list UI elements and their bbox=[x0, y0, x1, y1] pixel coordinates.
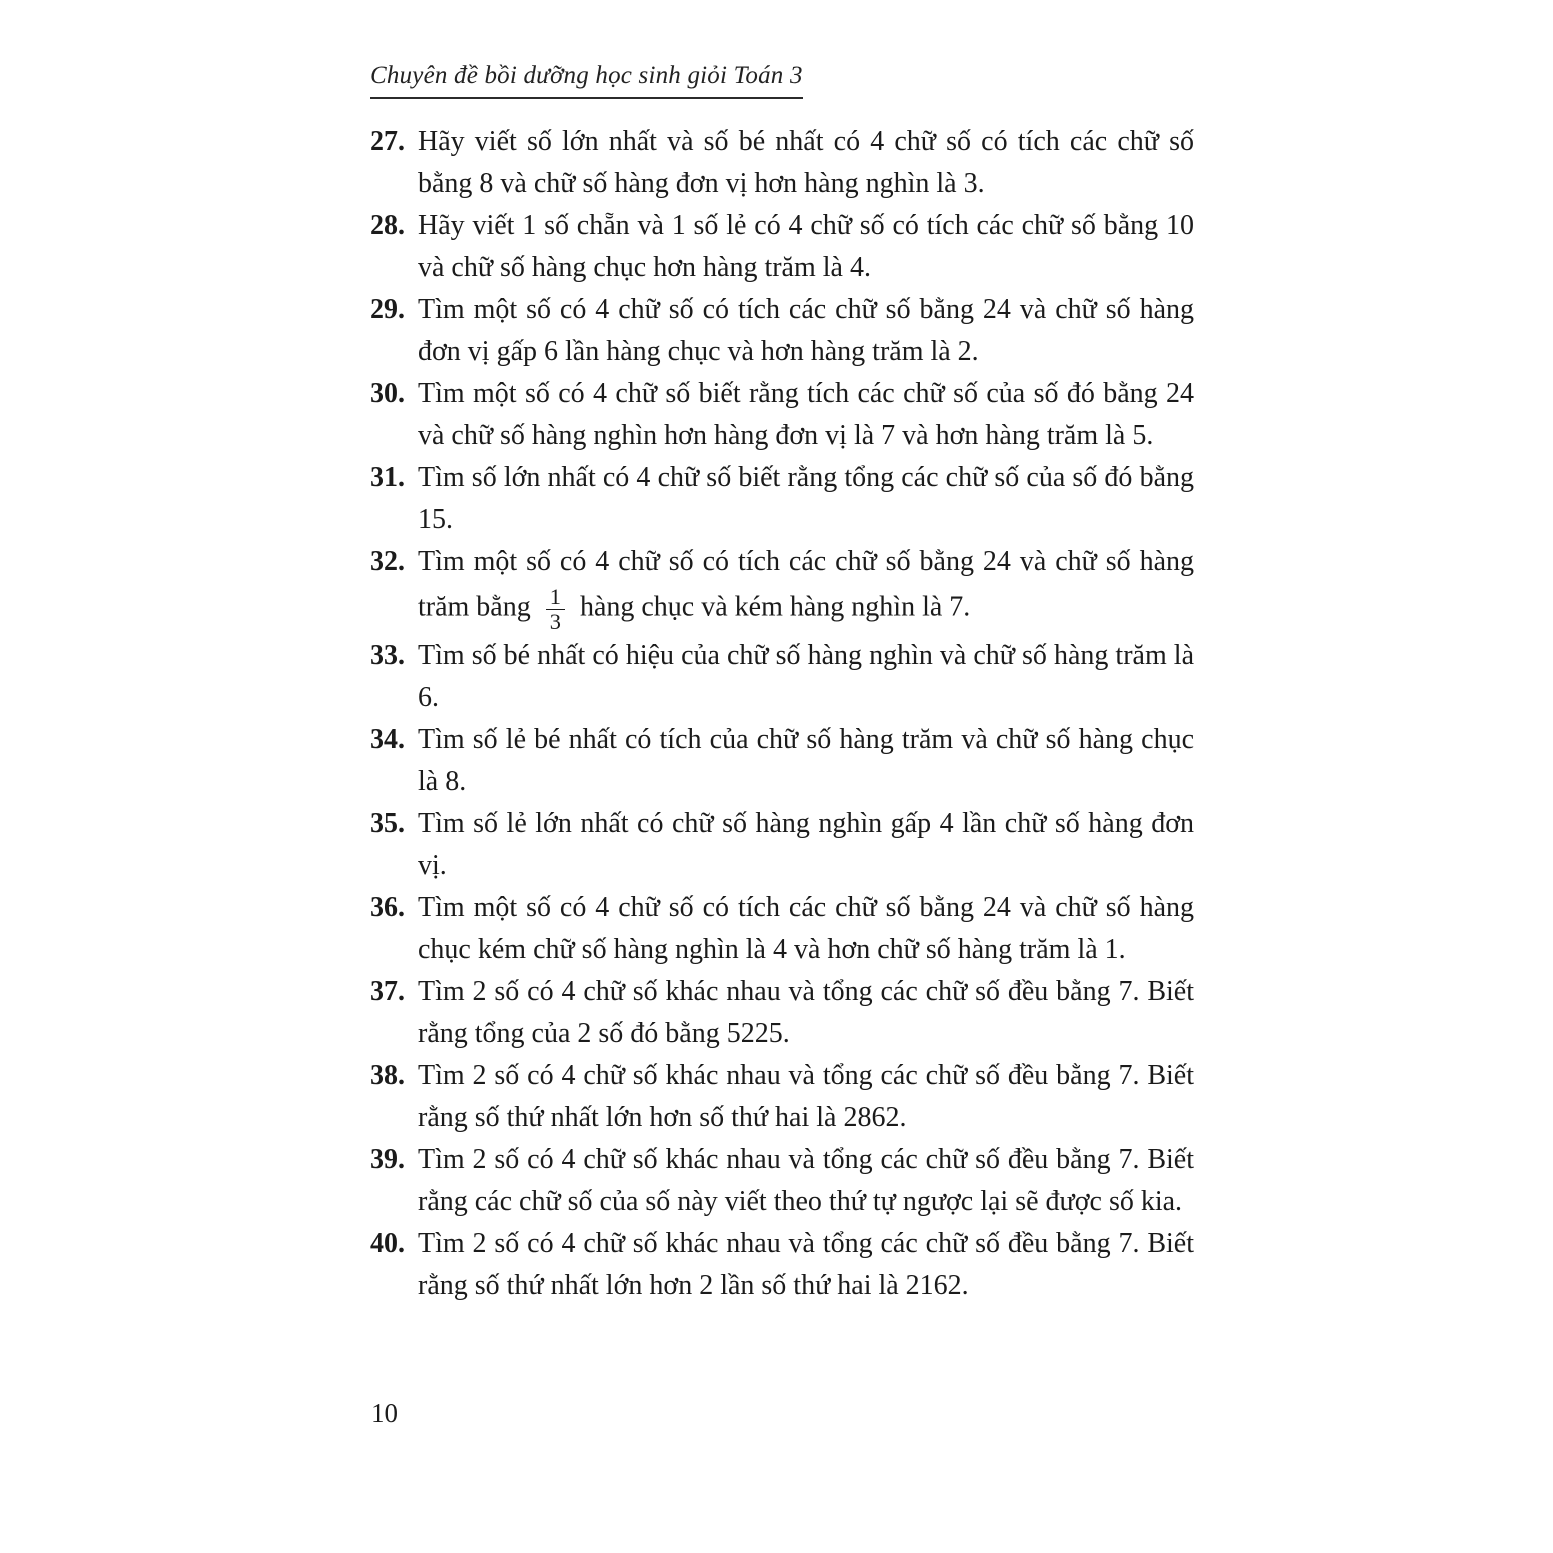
problem-text: Tìm 2 số có 4 chữ số khác nhau và tổng các chữ số đều bằng 7. Biết rằng tổng của 2 số đó bằng 5225. bbox=[418, 976, 1194, 1050]
problem-text: Tìm một số có 4 chữ số có tích các chữ số bằng 24 và chữ số hàng đơn vị gấp 6 lần hàng chục và hơn hàng trăm là 2. bbox=[418, 294, 1194, 367]
problem-text: Tìm số bé nhất có hiệu của chữ số hàng nghìn và chữ số hàng trăm là 6. bbox=[418, 640, 1194, 714]
problem-text: Tìm 2 số có 4 chữ số khác nhau và tổng các chữ số đều bằng 7. Biết rằng số thứ nhất lớn hơn 2 lần số thứ hai là 2162. bbox=[418, 1228, 1194, 1302]
problem-item-37 bbox=[370, 971, 1194, 1055]
problem-item-39 bbox=[370, 1139, 1194, 1223]
problem-number: 35. bbox=[370, 808, 405, 840]
problem-item-32 bbox=[370, 541, 1194, 635]
problem-number: 29. bbox=[370, 294, 405, 325]
problem-item-29 bbox=[370, 289, 1194, 373]
problem-item-38 bbox=[370, 1055, 1194, 1139]
problem-text: Hãy viết 1 số chẵn và 1 số lẻ có 4 chữ số có tích các chữ số bằng 10 và chữ số hàng chục hơn hàng trăm là 4. bbox=[418, 210, 1194, 283]
problem-number: 33. bbox=[370, 640, 405, 672]
problem-item-35 bbox=[370, 803, 1194, 887]
problem-number: 37. bbox=[370, 976, 405, 1008]
problem-number: 40. bbox=[370, 1228, 405, 1260]
problem-text-before: Tìm một số có 4 chữ số có tích các chữ số bằng 24 và chữ số hàng trăm bằng bbox=[418, 546, 1194, 623]
problem-number: 28. bbox=[370, 210, 405, 241]
page-number: 10 bbox=[371, 1398, 398, 1428]
problem-number: 36. bbox=[370, 892, 405, 924]
problem-text: Tìm 2 số có 4 chữ số khác nhau và tổng các chữ số đều bằng 7. Biết rằng các chữ số của số này viết theo thứ tự ngược lại sẽ được số kia. bbox=[418, 1144, 1194, 1218]
problem-text: Tìm số lẻ lớn nhất có chữ số hàng nghìn gấp 4 lần chữ số hàng đơn vị. bbox=[418, 808, 1194, 882]
fraction-numerator: 1 bbox=[549, 584, 561, 609]
problem-number: 38. bbox=[370, 1060, 405, 1092]
problem-text: Tìm 2 số có 4 chữ số khác nhau và tổng các chữ số đều bằng 7. Biết rằng số thứ nhất lớn hơn số thứ hai là 2862. bbox=[418, 1060, 1194, 1134]
problem-item-34 bbox=[370, 719, 1194, 803]
problem-item-31 bbox=[370, 457, 1194, 541]
problem-number: 39. bbox=[370, 1144, 405, 1176]
problem-text: Hãy viết số lớn nhất và số bé nhất có 4 chữ số có tích các chữ số bằng 8 và chữ số hàng đơn vị hơn hàng nghìn là 3. bbox=[418, 126, 1194, 199]
problem-item-36 bbox=[370, 887, 1194, 971]
problem-number: 27. bbox=[370, 126, 405, 157]
problem-item-27 bbox=[370, 121, 1194, 205]
page-header: Chuyên đề bồi dưỡng học sinh giỏi Toán 3 bbox=[370, 62, 803, 99]
problem-text: Tìm một số có 4 chữ số biết rằng tích các chữ số của số đó bằng 24 và chữ số hàng nghìn hơn hàng đơn vị là 7 và hơn hàng trăm là 5. bbox=[418, 378, 1194, 451]
problem-text: Tìm một số có 4 chữ số có tích các chữ số bằng 24 và chữ số hàng chục kém chữ số hàng nghìn là 4 và hơn chữ số hàng trăm là 1. bbox=[418, 892, 1194, 966]
problem-item-30 bbox=[370, 373, 1194, 457]
fraction-one-third bbox=[546, 585, 565, 633]
problem-number: 34. bbox=[370, 724, 405, 756]
problem-text: Tìm số lớn nhất có 4 chữ số biết rằng tổng các chữ số của số đó bằng 15. bbox=[418, 462, 1194, 535]
problem-item-40 bbox=[370, 1223, 1194, 1307]
problem-number: 32. bbox=[370, 546, 405, 577]
problem-item-28 bbox=[370, 205, 1194, 289]
problem-item-33 bbox=[370, 635, 1194, 719]
fraction-denominator: 3 bbox=[546, 609, 565, 634]
problem-number: 31. bbox=[370, 462, 405, 493]
problem-text-after: hàng chục và kém hàng nghìn là 7. bbox=[579, 591, 971, 623]
problem-text: Tìm số lẻ bé nhất có tích của chữ số hàng trăm và chữ số hàng chục là 8. bbox=[418, 724, 1194, 798]
problem-number: 30. bbox=[370, 378, 405, 409]
problem-list bbox=[370, 121, 1194, 1307]
page-content bbox=[370, 62, 1194, 1307]
